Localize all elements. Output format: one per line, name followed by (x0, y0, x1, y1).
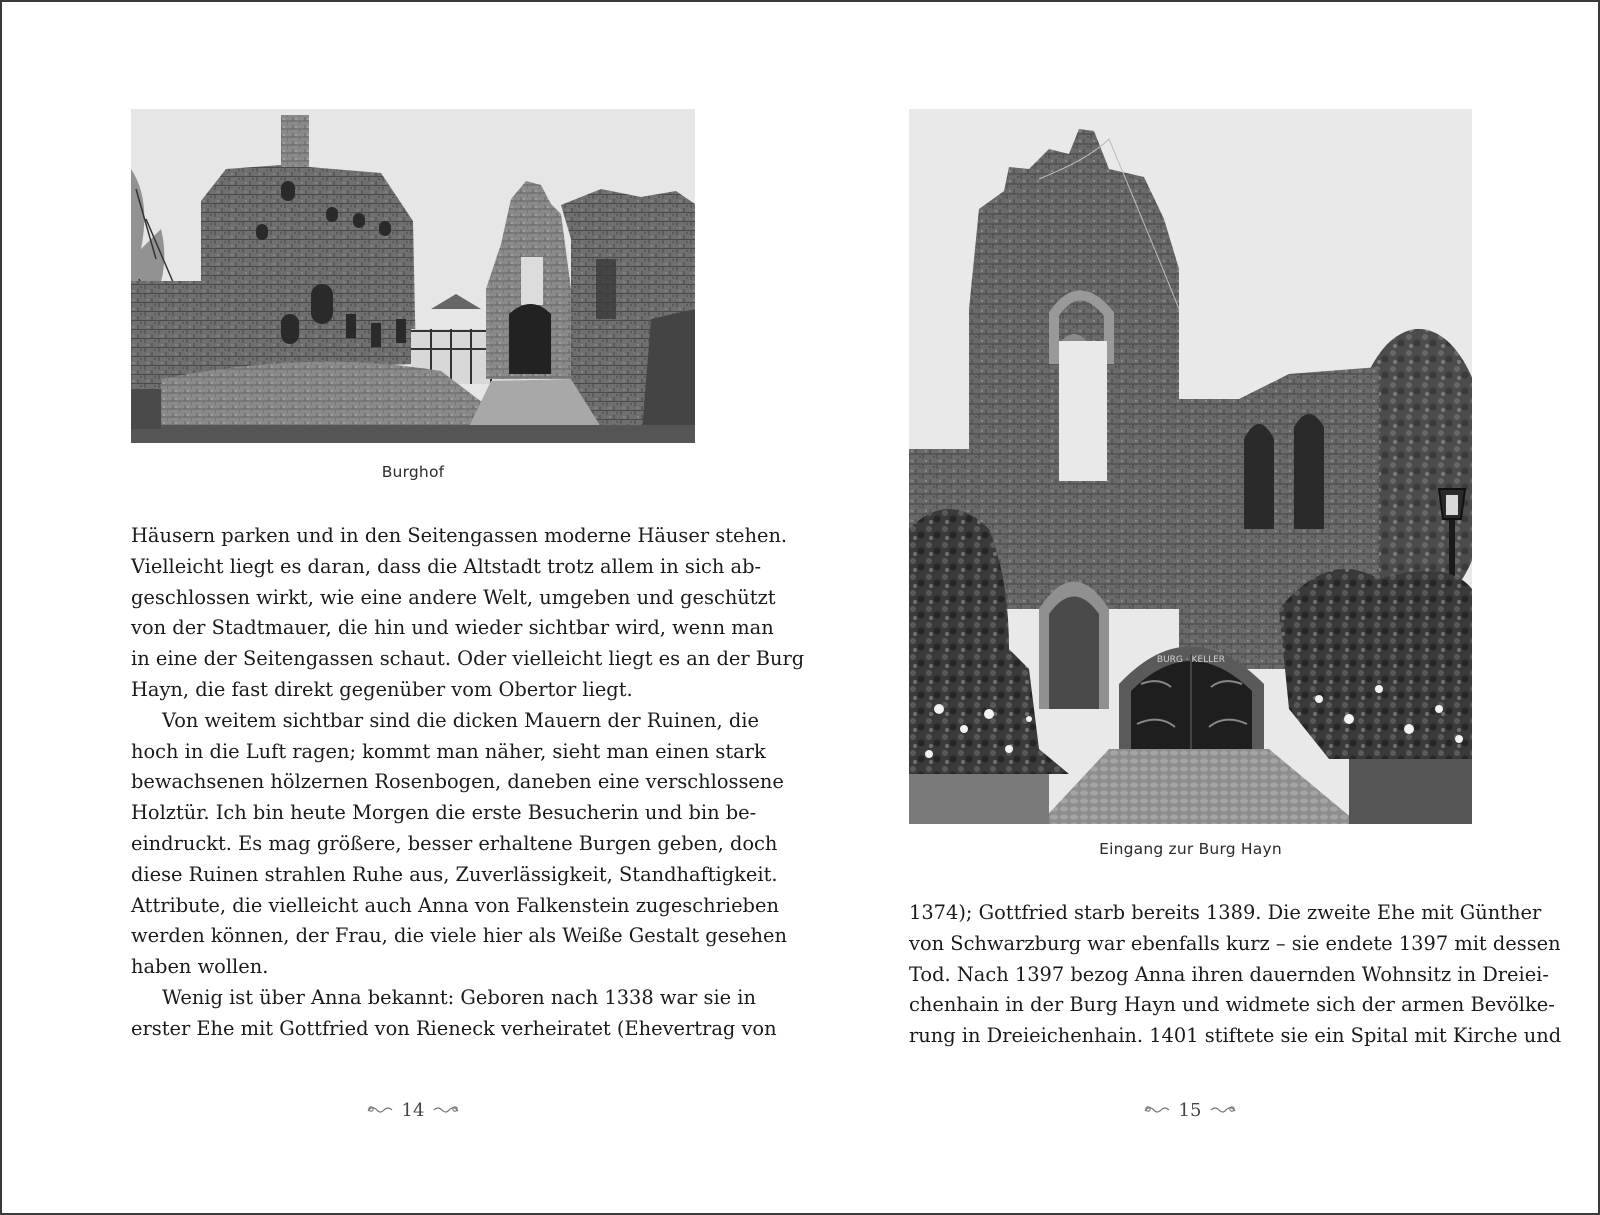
text-line: Tod. Nach 1397 bezog Anna ihren dauernden Wohnsitz in Dreiei- (909, 962, 1549, 986)
photo-caption: Eingang zur Burg Hayn (1099, 840, 1282, 858)
text-line: rung in Dreieichenhain. 1401 stiftete sie ein Spital mit Kirche und (909, 1024, 1562, 1048)
text-line: haben wollen. (131, 955, 269, 979)
text-line: Vielleicht liegt es daran, dass die Altstadt trotz allem in sich ab- (131, 554, 762, 578)
page-number-value: 14 (401, 1099, 425, 1121)
page-number-left (313, 1099, 513, 1121)
page-number-right (1090, 1099, 1290, 1121)
text-line: von Schwarzburg war ebenfalls kurz – sie endete 1397 mit dessen (909, 931, 1561, 955)
text-line: von der Stadtmauer, die hin und wieder sichtbar wird, wenn man (131, 616, 774, 640)
door-sign-text: BURG · KELLER (1156, 655, 1226, 665)
text-line: werden können, der Frau, die viele hier als Weiße Gestalt gesehen (131, 924, 788, 948)
text-line: 1374); Gottfried starb bereits 1389. Die zweite Ehe mit Günther (909, 901, 1542, 924)
left-page (2, 2, 805, 1213)
text-line: geschlossen wirkt, wie eine andere Welt, umgeben und geschützt (131, 585, 776, 609)
text-line: in eine der Seitengassen schaut. Oder vielleicht liegt es an der Burg (131, 647, 805, 671)
text-line: Wenig ist über Anna bekannt: Geboren nach 1338 war sie in (162, 985, 756, 1009)
text-line: Attribute, die vielleicht auch Anna von Falkenstein zugeschrieben (131, 893, 779, 917)
left-body-text (131, 521, 805, 1045)
text-line: bewachsenen hölzernen Rosenbogen, daneben eine verschlossene (131, 770, 784, 794)
text-line: eindruckt. Es mag größere, besser erhaltene Burgen geben, doch (131, 831, 778, 855)
text-line: diese Ruinen strahlen Ruhe aus, Zuverlässigkeit, Standhaftigkeit. (131, 862, 778, 886)
swirl-ornament-right-icon (1209, 1103, 1237, 1117)
text-line: chenhain in der Burg Hayn und widmete sich der armen Bevölke- (909, 993, 1555, 1017)
text-line: Häusern parken und in den Seitengassen moderne Häuser stehen. (131, 524, 788, 547)
right-body-text (909, 898, 1562, 1052)
text-line: erster Ehe mit Gottfried von Rieneck verheiratet (Ehevertrag von (131, 1016, 777, 1040)
burghof-photo (131, 109, 695, 443)
photo-caption: Burghof (381, 463, 445, 481)
text-line: Hayn, die fast direkt gegenüber vom Obertor liegt. (131, 677, 633, 701)
page-number-value: 15 (1178, 1099, 1202, 1121)
burg-hayn-entrance-photo (909, 109, 1472, 824)
swirl-ornament-left-icon (366, 1103, 394, 1117)
text-line: Von weitem sichtbar sind die dicken Mauern der Ruinen, die (162, 708, 759, 732)
right-page (802, 2, 1600, 1213)
swirl-ornament-left-icon (1143, 1103, 1171, 1117)
swirl-ornament-right-icon (432, 1103, 460, 1117)
text-line: hoch in die Luft ragen; kommt man näher, sieht man einen stark (131, 739, 766, 763)
text-line: Holztür. Ich bin heute Morgen die erste Besucherin und bin be- (131, 801, 757, 825)
